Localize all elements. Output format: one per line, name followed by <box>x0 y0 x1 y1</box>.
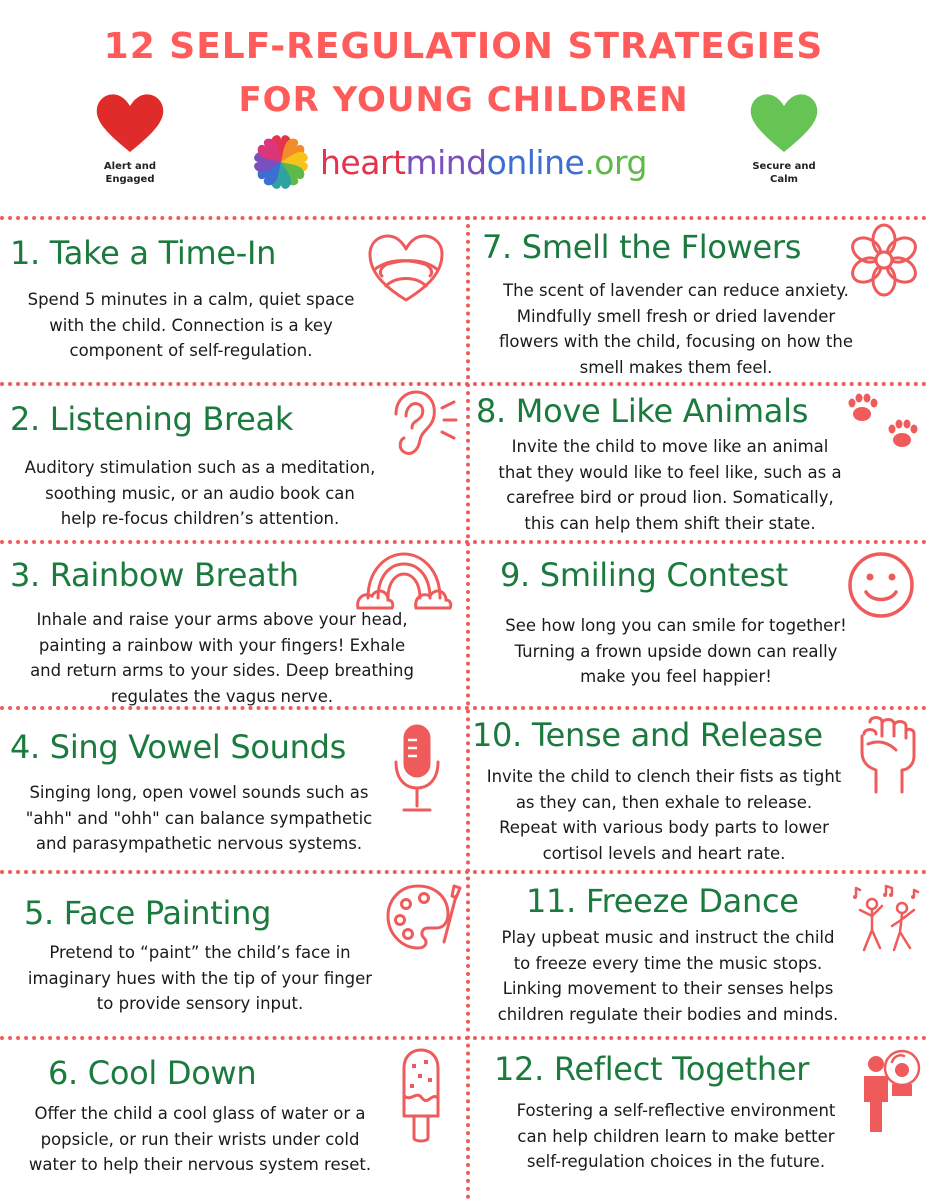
desc-line: See how long you can smile for together! <box>505 616 847 635</box>
desc-line: regulates the vagus nerve. <box>110 686 334 706</box>
strategy-title: 7. Smell the Flowers <box>482 228 802 266</box>
strategy-title: 3. Rainbow Breath <box>10 556 299 594</box>
logo-heart: heart <box>320 142 406 182</box>
desc-line: that they would like to feel like, such as a <box>498 462 842 482</box>
divider <box>0 540 927 544</box>
strategy-description <box>476 613 876 690</box>
caption-line-2: Engaged <box>105 174 155 185</box>
popsicle-icon <box>396 1046 446 1146</box>
desc-line: cortisol levels and heart rate. <box>542 843 786 863</box>
strategy-title: 12. Reflect Together <box>494 1050 810 1088</box>
palette-icon <box>384 880 464 954</box>
desc-line: water to help their nervous system reset. <box>28 1155 372 1174</box>
desc-line: smell makes them feel. <box>579 357 773 377</box>
desc-line: Inhale and raise your arms above your head, <box>36 610 408 629</box>
strategy-description <box>466 764 862 866</box>
desc-line: carefree bird or proud lion. Somatically, <box>506 488 834 507</box>
desc-line: Pretend to “paint” the child’s face in <box>49 943 351 962</box>
divider <box>0 1036 927 1040</box>
column-divider <box>466 216 470 1200</box>
flower-hearts-logo-icon <box>250 131 312 193</box>
desc-line: The scent of lavender can reduce anxiety. <box>503 281 849 300</box>
caption-line-1: Alert and <box>103 161 157 172</box>
strategy-title: 6. Cool Down <box>48 1054 257 1092</box>
logo-mind: mind <box>405 142 487 182</box>
strategy-description <box>470 925 866 1027</box>
desc-line: flowers with the child, focusing on how the <box>499 332 853 351</box>
alert-engaged-heart <box>70 92 190 186</box>
desc-line: help re-focus children’s attention. <box>60 509 340 528</box>
caption-line-2: Calm <box>770 174 798 185</box>
desc-line: painting a rainbow with your fingers! Exhale <box>38 635 406 655</box>
secure-calm-heart <box>724 92 844 186</box>
desc-line: Auditory stimulation such as a meditation, <box>24 458 376 477</box>
divider <box>0 382 927 386</box>
strategy-title: 11. Freeze Dance <box>526 882 799 920</box>
desc-line: Spend 5 minutes in a calm, quiet space <box>27 290 355 309</box>
strategy-description <box>0 780 398 857</box>
desc-line: make you feel happier! <box>580 667 772 686</box>
strategy-description <box>0 607 444 709</box>
strategy-description <box>0 455 400 532</box>
heartmindonline-logo <box>250 132 647 192</box>
divider <box>0 870 927 874</box>
desc-line: can help children learn to make better <box>517 1126 835 1146</box>
desc-line: as they can, then exhale to release. <box>515 792 813 812</box>
flower-icon <box>846 222 922 298</box>
page-title-line-1: 12 SELF-REGULATION STRATEGIES <box>103 26 824 67</box>
desc-line: Linking movement to their senses helps <box>502 979 834 998</box>
logo-wordmark <box>320 143 647 182</box>
strategy-description <box>0 287 382 364</box>
strategy-title: 10. Tense and Release <box>472 716 823 754</box>
hug-icon <box>364 230 448 306</box>
desc-line: Mindfully smell fresh or dried lavender <box>516 306 836 326</box>
desc-line: self-regulation choices in the future. <box>526 1152 826 1171</box>
desc-line: soothing music, or an audio book can <box>45 483 355 503</box>
desc-line: with the child. Connection is a key <box>49 315 333 335</box>
heart-caption <box>70 160 190 186</box>
microphone-icon <box>390 722 444 818</box>
desc-line: Turning a frown upside down can really <box>514 641 838 661</box>
desc-line: imaginary hues with the tip of your finger <box>27 968 373 988</box>
page-title-line-2: FOR YOUNG CHILDREN <box>238 80 689 120</box>
strategy-description <box>478 1098 874 1175</box>
strategy-description <box>476 278 876 380</box>
smiley-face-icon <box>846 550 916 620</box>
desc-line: to freeze every time the music stops. <box>513 953 823 973</box>
reflection-icon <box>854 1046 924 1136</box>
fist-icon <box>856 712 920 796</box>
desc-line: Singing long, open vowel sounds such as <box>29 783 369 802</box>
strategy-description <box>0 940 400 1017</box>
logo-org: .org <box>584 142 647 182</box>
desc-line: Repeat with various body parts to lower <box>499 818 829 837</box>
desc-line: Offer the child a cool glass of water or a <box>34 1104 366 1123</box>
logo-online: online <box>486 142 585 182</box>
desc-line: and return arms to your sides. Deep breathing <box>30 661 414 680</box>
desc-line: "ahh" and "ohh" can balance sympathetic <box>25 808 373 828</box>
desc-line: Fostering a self-reflective environment <box>516 1101 836 1120</box>
desc-line: popsicle, or run their wrists under cold <box>40 1129 360 1149</box>
red-heart-icon <box>95 92 165 154</box>
caption-line-1: Secure and <box>752 161 816 172</box>
rainbow-icon <box>354 548 454 612</box>
strategy-title: 5. Face Painting <box>24 894 272 932</box>
strategy-description <box>0 1101 400 1178</box>
strategy-title: 4. Sing Vowel Sounds <box>10 728 347 766</box>
desc-line: children regulate their bodies and minds. <box>497 1004 839 1024</box>
green-heart-icon <box>749 92 819 154</box>
paw-prints-icon <box>844 390 924 456</box>
desc-line: Invite the child to move like an animal <box>511 437 829 456</box>
desc-line: Invite the child to clench their fists as tight <box>486 767 842 786</box>
strategy-title: 9. Smiling Contest <box>500 556 788 594</box>
heart-caption <box>724 160 844 186</box>
strategy-title: 2. Listening Break <box>10 400 294 438</box>
desc-line: and parasympathetic nervous systems. <box>35 834 363 853</box>
strategy-title: 1. Take a Time-In <box>10 234 277 272</box>
desc-line: component of self-regulation. <box>69 341 313 360</box>
desc-line: Play upbeat music and instruct the child <box>501 928 835 947</box>
dancers-icon <box>850 882 924 956</box>
desc-line: this can help them shift their state. <box>524 513 816 533</box>
strategy-description <box>470 434 870 536</box>
strategy-title: 8. Move Like Animals <box>476 392 809 430</box>
divider <box>0 216 927 220</box>
desc-line: to provide sensory input. <box>96 994 304 1013</box>
ear-icon <box>382 388 458 460</box>
